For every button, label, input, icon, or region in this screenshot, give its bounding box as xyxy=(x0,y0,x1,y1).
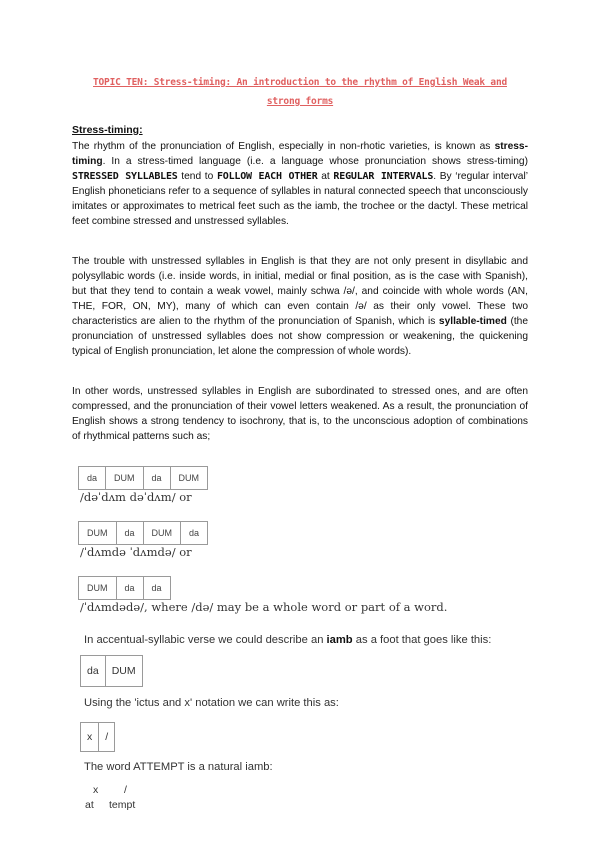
paragraph-3: In other words, unstressed syllables in English are subordinated to stressed ones, and are often compressed, and the pronunciation of their vowel letters weakened. As a result, the pronunciation of English shows a strong tendency to isochrony, that is, to the unconscious adoption of combinations of rhythmical patterns such as; xyxy=(72,386,528,442)
iamb-box xyxy=(80,655,143,687)
ipa-transcription-2: /ˈdʌmdə ˈdʌmdə/ or xyxy=(80,545,192,559)
rhythm-cell: da xyxy=(117,577,144,599)
rhythm-box-2 xyxy=(78,521,208,545)
ipa-transcription-1: /dəˈdʌm dəˈdʌm/ or xyxy=(80,490,192,504)
title-line-2: strong forms xyxy=(266,96,334,107)
rhythm-cell: DUM xyxy=(79,577,117,599)
topic-title xyxy=(70,73,530,111)
rhythm-box-1 xyxy=(78,466,208,490)
rhythm-cell: DUM xyxy=(144,522,182,544)
rhythm-box-3 xyxy=(78,576,171,600)
rhythm-cell: DUM xyxy=(106,467,144,489)
rhythm-cell: DUM xyxy=(178,473,200,483)
ictus-sentence: Using the 'ictus and x' notation we can write this as: xyxy=(84,697,339,709)
attempt-sentence: The word ATTEMPT is a natural iamb: xyxy=(84,761,273,773)
stress-mark-stressed: / xyxy=(124,784,127,796)
syllable-at: at xyxy=(85,799,94,811)
title-line-1: TOPIC TEN: Stress-timing: An introduction to the rhythm of English Weak and xyxy=(93,77,507,88)
paragraph-2: The trouble with unstressed syllables in English is that they are not only present in disyllabic and polysyllabic words (i.e. inside words, in initial, medial or final position, as is the case with Spanish), but that they tend to contain a weak vowel, mainly schwa /ə/, and coincide with whole words (AN, THE, FOR, ON, MY), many of which can even contain /ə/ as their only vowel. These two characteristics are alien to the rhythm of the pronunciation of Spanish, which is syllable-timed (the pronunciation of unstressed syllables does not show compression or weakening, the quickening typical of English pronunciation, let alone the compression of whole words). xyxy=(72,256,528,357)
ipa-transcription-3: /ˈdʌmdədə/, where /də/ may be a whole word or part of a word. xyxy=(80,600,448,614)
ictus-box xyxy=(80,722,115,752)
rhythm-cell: da xyxy=(144,467,171,489)
iamb-sentence: In accentual-syllabic verse we could describe an iamb as a foot that goes like this: xyxy=(84,634,492,646)
rhythm-cell: DUM xyxy=(79,522,117,544)
ictus-cell: / xyxy=(105,731,109,743)
paragraph-1: The rhythm of the pronunciation of English, especially in non-rhotic varieties, is known as stress-timing. In a stress-timed language (i.e. a language whose pronunciation shows stress-timing) STRESSED SYLLABLES tend to FOLLOW EACH OTHER at REGULAR INTERVALS. By ‘regular interval’ English phoneticians refer to a sequence of syllables in natural connected speech that unconsciously imitates or approximates to metrical feet such as the iamb, the trochee or the dactyl. These metrical feet combine stressed and unstressed syllables. xyxy=(72,141,528,227)
rhythm-cell: da xyxy=(117,522,144,544)
rhythm-cell: da xyxy=(151,583,162,593)
syllable-tempt: tempt xyxy=(109,799,136,811)
rhythm-cell: da xyxy=(189,528,200,538)
ictus-cell: x xyxy=(81,723,99,751)
section-heading: Stress-timing: xyxy=(72,124,143,136)
rhythm-cell: da xyxy=(79,467,106,489)
stress-mark-unstressed: x xyxy=(93,784,99,796)
iamb-cell: da xyxy=(81,656,106,686)
iamb-cell: DUM xyxy=(111,665,136,677)
